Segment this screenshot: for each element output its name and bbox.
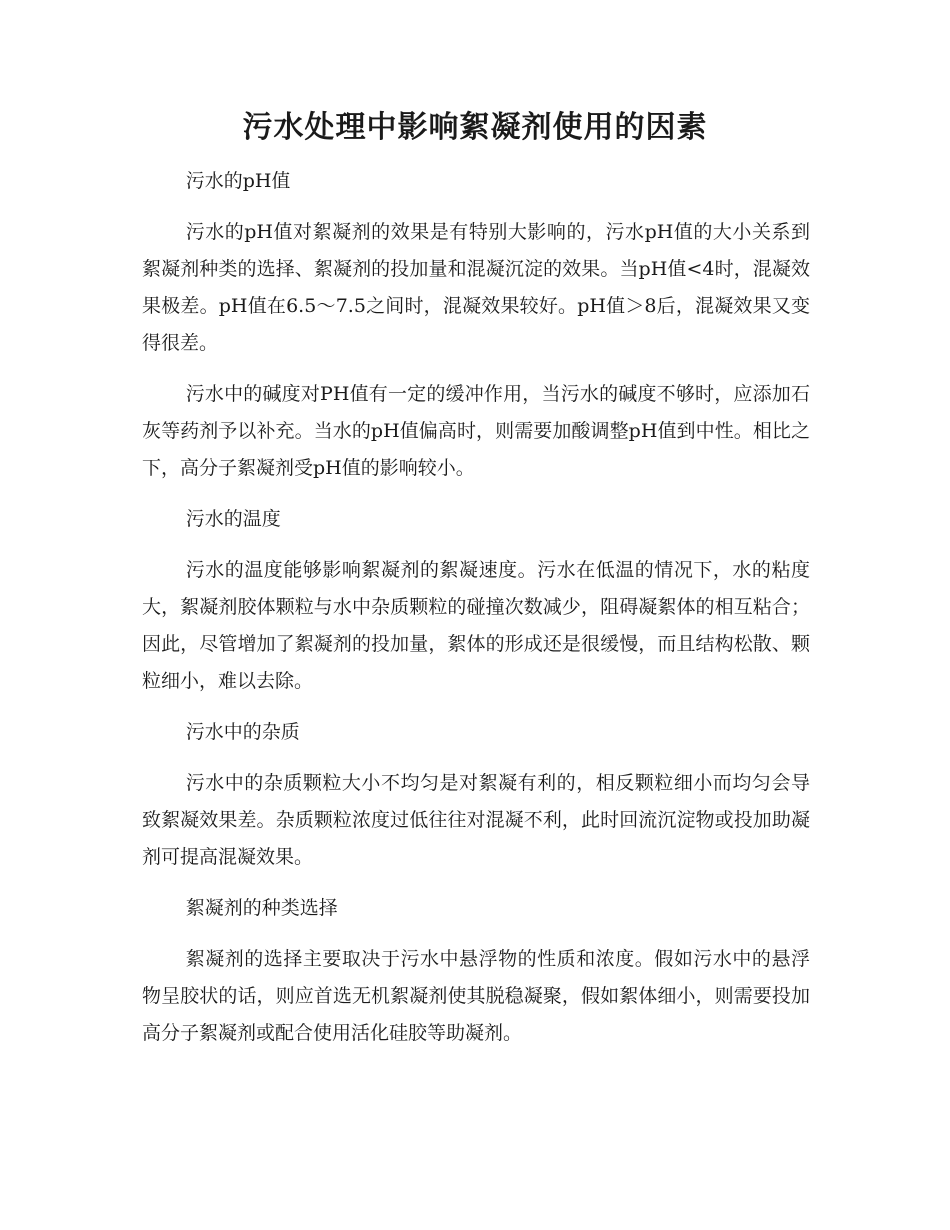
section-heading-temperature: 污水的温度: [185, 508, 281, 530]
section-heading-flocculant-selection: 絮凝剂的种类选择: [185, 897, 338, 919]
document-title: 污水处理中影响絮凝剂使用的因素: [242, 110, 708, 145]
paragraph-impurities: 污水中的杂质颗粒大小不均匀是对絮凝有利的，相反颗粒细小而均匀会导致絮凝效果差。杂质颗粒浓度过低往往对混凝不利，此时回流沉淀物或投加助凝剂可提高混凝效果。: [142, 772, 810, 868]
section-heading-impurities: 污水中的杂质: [185, 721, 300, 743]
paragraph-flocculant-selection: 絮凝剂的选择主要取决于污水中悬浮物的性质和浓度。假如污水中的悬浮物呈胶状的话，则应首选无机絮凝剂使其脱稳凝聚，假如絮体细小，则需要投加高分子絮凝剂或配合使用活化硅胶等助凝剂。: [142, 948, 810, 1044]
paragraph-ph-effect: 污水的pH值对絮凝剂的效果是有特别大影响的，污水pH值的大小关系到絮凝剂种类的选择、絮凝剂的投加量和混凝沉淀的效果。当pH值<4时，混凝效果极差。pH值在6.5～7.5之间时，混凝效果较好。pH值＞8后，混凝效果又变得很差。: [142, 221, 810, 354]
section-heading-ph: 污水的pH值: [185, 170, 291, 192]
paragraph-temperature: 污水的温度能够影响絮凝剂的絮凝速度。污水在低温的情况下，水的粘度大，絮凝剂胶体颗粒与水中杂质颗粒的碰撞次数减少，阻碍凝絮体的相互粘合；因此，尽管增加了絮凝剂的投加量，絮体的形成还是很缓慢，而且结构松散、颗粒细小，难以去除。: [142, 559, 810, 692]
paragraph-ph-alkalinity: 污水中的碱度对PH值有一定的缓冲作用，当污水的碱度不够时，应添加石灰等药剂予以补充。当水的pH值偏高时，则需要加酸调整pH值到中性。相比之下，高分子絮凝剂受pH值的影响较小。: [142, 383, 810, 479]
document-body: [142, 163, 810, 1066]
